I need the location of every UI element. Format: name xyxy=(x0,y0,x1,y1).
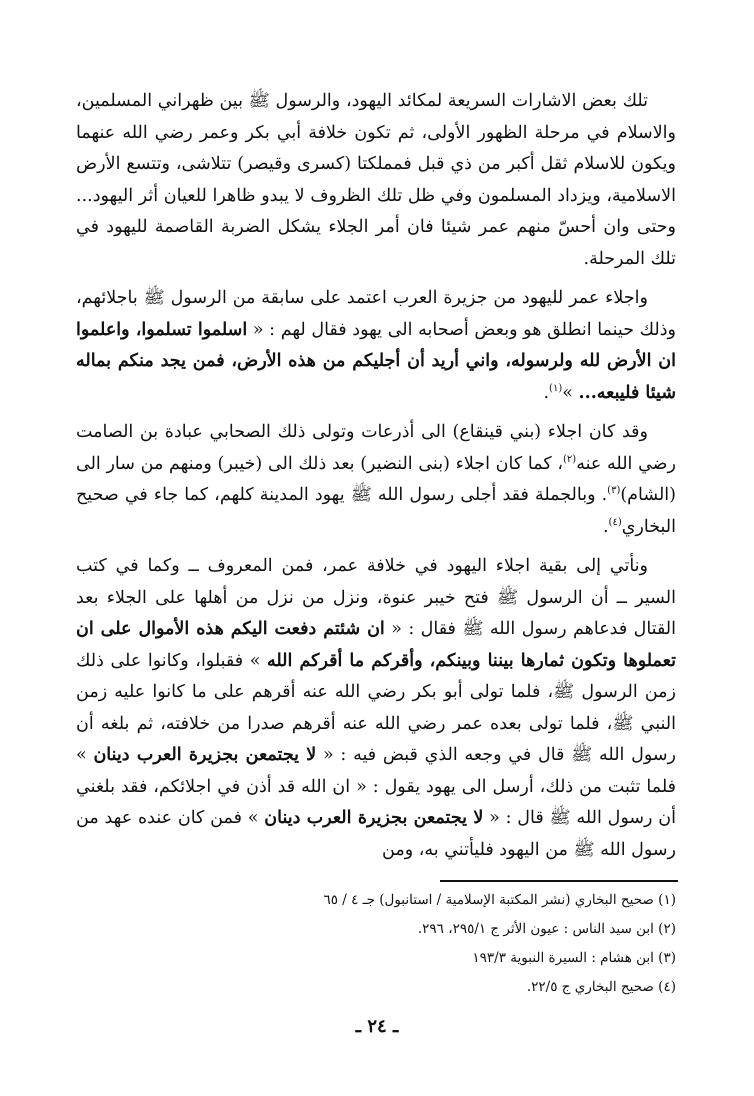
footnotes xyxy=(200,886,676,1002)
paragraph-4-text-b: » فقبلوا، وكانوا على ذلك زمن الرسول ﷺ، فلما تولى أبو بكر رضي الله عنه أقرهم على ما كانوا عليه زمن النبي ﷺ، فلما تولى بعده عمر رضي الله عنه أقرهم صدرا من خلافته، ثم بلغه أن رسول الله ﷺ قال في وجعه الذي قبض فيه : « xyxy=(76,650,676,765)
paragraph-4-text-a: ونأتي إلى بقية اجلاء اليهود في خلافة عمر، فمن المعروف ــ وكما في كتب السير ــ أن الرسول ﷺ فتح خيبر عنوة، ونزل من نزل من أهلها على الجلاء بعد القتال فدعاهم رسول الله ﷺ فقال : « xyxy=(76,556,676,639)
paragraph-3-text-c: . وبالجملة فقد أجلى رسول الله ﷺ يهود المدينة كلهم، كما جاء في صحيح البخاري xyxy=(76,485,676,537)
paragraph-1-text: تلك بعض الاشارات السريعة لمكائد اليهود، والرسول ﷺ بين ظهراني المسلمين، والاسلام في مرحلة الظهور الأولى، ثم تكون خلافة أبي بكر وعمر رضي الله عنهما ويكون للاسلام ثقل أكبر من ذي قبل فمملكتا (كسرى وقيصر) تتلاشى، وتتسع الأرض الاسلامية، ويزداد المسلمون وفي ظل تلك الظروف لا يبدو ظاهرا للعيان أثر اليهود... وحتى وان أحسّ منهم عمر شيئا فان أمر الجلاء يشكل الضربة القاصمة لليهود في تلك المرحلة. xyxy=(76,91,676,269)
paragraph-4-text-c: » فلما تثبت من ذلك، أرسل الى يهود يقول : « ان الله قد أذن في اجلائكم، فقد بلغني أن رسول الله ﷺ قال : « xyxy=(76,745,676,828)
footnote-3: (٣) ابن هشام : السيرة النبوية ١٩٣/٣ xyxy=(472,950,676,966)
paragraph-2 xyxy=(76,283,676,409)
paragraph-4-quote-1: ان شئتم دفعت اليكم هذه الأموال على ان تعملوها وتكون ثمارها بيننا وبينكم، وأقركم ما أقركم الله xyxy=(76,619,676,671)
footnote-separator xyxy=(440,880,678,882)
paragraph-4-quote-3: لا يجتمعن بجزيرة العرب دينان xyxy=(264,808,484,828)
footnote-ref-3: (٣) xyxy=(607,485,621,497)
main-text xyxy=(76,86,676,870)
footnote-1: (١) صحيح البخاري (نشر المكتبة الإسلامية / استانبول) جـ ٤ / ٦٥ xyxy=(323,892,676,908)
paragraph-3-text-a: وقد كان اجلاء (بني قينقاع) الى أذرعات وتولى ذلك الصحابي عبادة بن الصامت رضي الله عنه xyxy=(76,422,676,474)
paragraph-2-quote: اسلموا تسلموا، واعلموا ان الأرض لله ولرسوله، واني أريد أن أجليكم من هذه الأرض، فمن يجد منكم بماله شيئا فليبعه... xyxy=(76,319,676,403)
paragraph-2-quote-close: » xyxy=(562,382,579,403)
paragraph-4 xyxy=(76,551,676,866)
paragraph-3 xyxy=(76,417,676,543)
paragraph-3-text-b: ، كما كان اجلاء (بنى النضير) بعد ذلك الى (خيبر) ومنهم من سار الى (الشام) xyxy=(76,453,676,505)
paragraph-2-end: . xyxy=(543,382,550,403)
paragraph-2-text: واجلاء عمر لليهود من جزيرة العرب اعتمد على سابقة من الرسول ﷺ باجلائهم، وذلك حينما انطلق هو وبعض أصحابه الى يهود فقال لهم : « xyxy=(76,288,676,340)
footnote-4: (٤) صحيح البخاري ج ٢٢/٥. xyxy=(526,979,676,995)
page-number: ـ ٢٤ ـ xyxy=(355,1016,399,1037)
footnote-2: (٢) ابن سيد الناس : عيون الأثر ج ٢٩٥/١، ٢٩٦. xyxy=(417,921,676,937)
footnote-ref-2: (٢) xyxy=(563,453,577,465)
footnote-ref-1: (١) xyxy=(549,382,563,394)
paragraph-1 xyxy=(76,86,676,275)
footnote-ref-4: (٤) xyxy=(608,516,622,528)
paragraph-4-text-d: » فمن كان عنده عهد من رسول الله ﷺ من اليهود فليأتني به، ومن xyxy=(76,808,676,860)
paragraph-4-quote-2: لا يجتمعن بجزيرة العرب دينان xyxy=(93,745,317,765)
paragraph-3-end: . xyxy=(602,516,609,537)
